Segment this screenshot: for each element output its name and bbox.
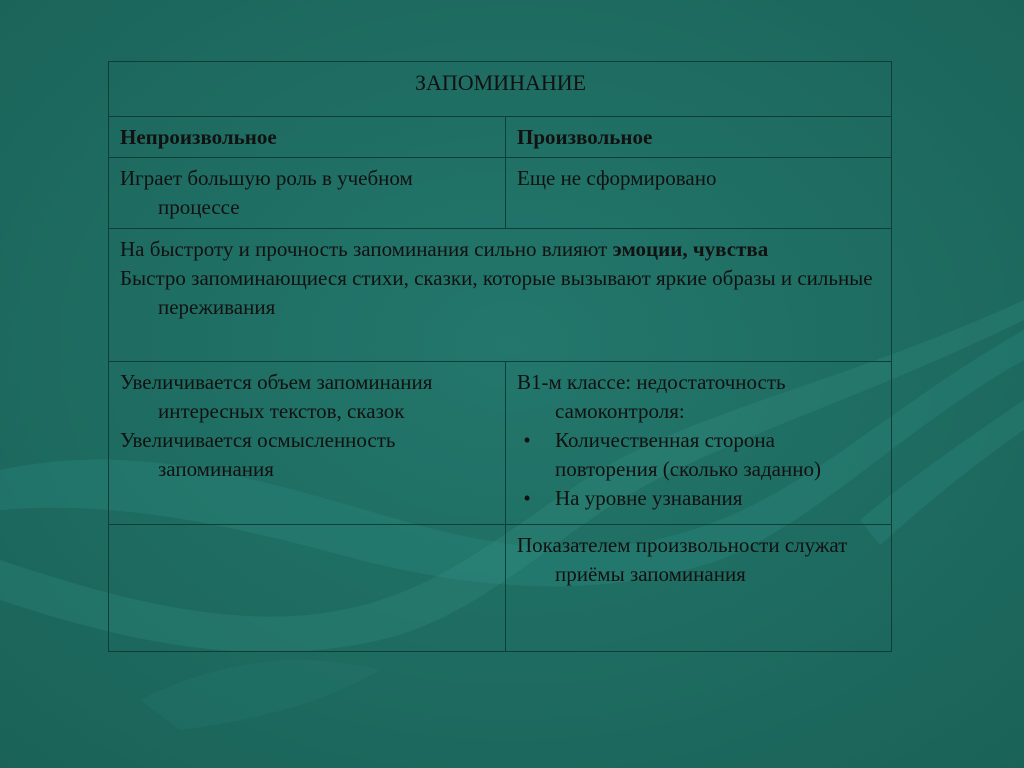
list-item-text: Количественная сторона повторения (сколько заданно) — [555, 428, 821, 481]
table-cell — [506, 362, 892, 525]
table-cell — [109, 525, 506, 652]
table-cell — [109, 362, 506, 525]
cell-text: В1-м классе: недостаточность самоконтроля: — [517, 370, 786, 423]
table-cell — [109, 229, 892, 362]
table-row — [109, 158, 892, 229]
table-row — [109, 362, 892, 525]
title-row — [109, 62, 892, 117]
cell-text-part: На быстроту и прочность запоминания сильно влияют — [120, 237, 613, 261]
bullet-icon: • — [523, 428, 531, 452]
cell-text: Еще не сформировано — [517, 166, 717, 190]
header-row — [109, 117, 892, 158]
list-item — [517, 484, 881, 513]
cell-text: Играет большую роль в учебном процессе — [120, 166, 413, 219]
table-row — [109, 525, 892, 652]
table-cell — [506, 158, 892, 229]
cell-text: Быстро запоминающиеся стихи, сказки, которые вызывают яркие образы и сильные переживания — [120, 266, 873, 319]
cell-text: Показателем произвольности служат приёмы запоминания — [517, 533, 848, 586]
list-item — [517, 426, 881, 484]
table-row — [109, 229, 892, 362]
header-voluntary: Произвольное — [506, 117, 892, 158]
table-cell — [506, 525, 892, 652]
cell-text: Увеличивается осмысленность запоминания — [120, 428, 396, 481]
memory-table — [108, 61, 892, 652]
cell-text — [120, 235, 881, 264]
table-cell — [109, 158, 506, 229]
table-title: ЗАПОМИНАНИЕ — [109, 62, 892, 117]
list-item-text: На уровне узнавания — [555, 486, 743, 510]
emphasis-text: эмоции, чувства — [612, 237, 769, 261]
bullet-icon: • — [523, 486, 531, 510]
bullet-list — [517, 426, 881, 513]
cell-text: Увеличивается объем запоминания интересных текстов, сказок — [120, 370, 433, 423]
header-involuntary: Непроизвольное — [109, 117, 506, 158]
